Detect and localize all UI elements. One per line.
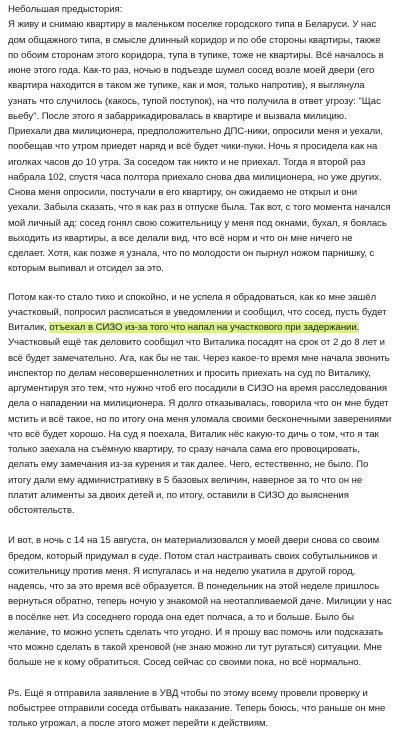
highlighted-text: отъехал в СИЗО из-за того что напал на участкового при задержании. xyxy=(49,322,359,333)
paragraph-1: Я живу и снимаю квартиру в маленьком поселке городского типа в Беларуси. У нас дом общажного типа, в смысле длинный коридор и по обе стороны квартиры, также по обоим сторонам этого коридора, тупа в тупике, тоже не квартиры. Всё началось в июне этого года. Как-то раз, ночью в подъезде шумел сосед возле моей двери (его квартира находится в таком же тупике, как и моя, только напротив), я выглянула узнать что случилось (какось, тупой поступок), на что получила в ответ угрозу: "Щас вьебу". После этого я забаррикадировалась в квартире и вызвала милицию. Приехали два милиционера, предположительно ДПС-ники, опросили меня и уехали, пообещав что утром приедет наряд и всё будет чики-пуки. Ночь я просидела как на иголках часов до 10 утра. За соседом так никто и не приехал. Тогда я второй раз набрала 102, спустя часа полтора приехало снова два милиционера, но уже других. Снова меня опросили, постучали в его квартиру, он ожидаемо не открыл и они уехали. Забыла сказать, что я как раз в отпуске была. Так вот, с того момента начался мой личный ад: сосед гонял свою сожительницу у меня под окнами, бухал, я боялась выходить из квартиры, а все делали вид, что всё норм и что он мне ничего не сделает. Хотя, как позже я узнала, что по молодости он пырнул ножом парнишку, с которым выпивал и отсидел за это. xyxy=(8,17,392,276)
paragraph-4: Ps. Ещё я отправила заявление в УВД чтобы по этому всему провели проверку и побыстрее отправили соседа отбывать наказание. Теперь боюсь, что раньше он мне только угрожал, а после этого может перейти к действиям. xyxy=(8,686,392,731)
paragraph-2-start: Потом как-то стало тихо и спокойно, и не успела я обрадоваться, как ко мне зашёл участковый, попросил расписаться в уведомлении и сообщил, что сосед, пусть будет Виталик, xyxy=(8,292,386,334)
post-body xyxy=(8,2,392,731)
paragraph-2 xyxy=(8,290,392,519)
post-heading: Небольшая предыстория: xyxy=(8,2,392,17)
paragraph-3: И вот, в ночь с 14 на 15 августа, он материализовался у моей двери снова со своим бредом, который придумал в суде. Потом стал настраивать своих собутыльников и сожительницу против меня. Я испугалась и на неделю укатила в другой город, надеясь, что за это время всё образуется. В понедельник на этой неделе пришлось вернуться обратно, теперь ночую у знакомой на неотапливаемой даче. Милиции у нас в посёлке нет. Из соседнего города она едет полчаса, а то и больше. Было бы желание, то можно успеть сделать что угодно. И я прошу вас помочь или подсказать что можно сделать в такой хреновой (не знаю можно ли тут ругаться) ситуации. Мне больше не к кому обратиться. Сосед сейчас со своими пока, но всё нормально. xyxy=(8,533,392,670)
paragraph-spacer xyxy=(8,277,392,290)
paragraph-spacer xyxy=(8,671,392,686)
paragraph-spacer xyxy=(8,518,392,533)
paragraph-2-end: Участковый ещё так деловито сообщил что Виталика посадят на срок от 2 до 8 лет и всё будет замечательно. Ага, как бы не так. Через какое-то время мне начала звонить инспектор по делам несовершеннолетних и просить приехать на суд по Виталику, аргументируя это тем, что нужно чтоб его посадили в СИЗО на время расследования дела о нападении на милиционера. Я долго отказывалась, говорила что он мне будет мстить и всё такое, но по итогу она меня уломала своими бесконечными заверениями что всё будет хорошо. На суд я поехала, Виталик нёс какую-то дичь о том, что я так только заехала на съёмную квартиру, то сразу начала сама его провоцировать, делать ему замечания из-за курения и так далее. Чего, естественно, не было. По итогу дали ему административку в 5 базовых величин, наверное за то что он не платит алименты за двоих детей и, по итогу, оставили в СИЗО до выяснения обстоятельств. xyxy=(8,337,391,516)
